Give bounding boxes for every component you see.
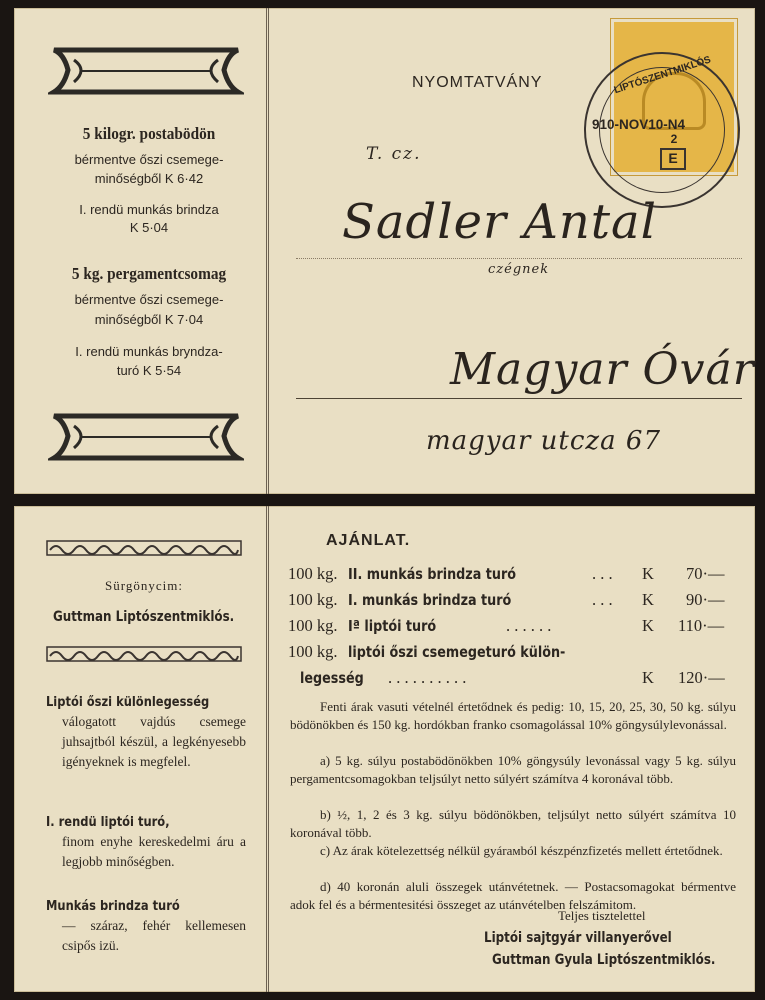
price-list <box>288 564 738 694</box>
city-name: Magyar Óvár <box>450 344 755 395</box>
wave-ornament-top-icon <box>46 540 242 556</box>
price-item: legesség <box>300 669 364 687</box>
price-qty: 100 kg. <box>288 642 338 661</box>
postmark-letter: E <box>660 148 686 170</box>
signature-line-2-wrap <box>492 949 755 968</box>
price-value: 90·— <box>686 590 725 609</box>
telegram-wrap <box>34 606 254 625</box>
terms-d: d) 40 koronán aluli összegek utánvétetnek. — Postacsomagokat bérmentve adok fel és a bérmentesitési összeget az utánvételben felszámitom. <box>290 879 736 912</box>
price-k: K <box>642 564 654 583</box>
front-divider <box>266 8 269 494</box>
signature-line-2: Guttman Gyula Liptószentmiklós. <box>492 952 716 968</box>
ad2-title: 5 kg. pergamentcsomag <box>71 264 227 283</box>
telegram-address: Guttman Liptószentmiklós. <box>53 609 235 625</box>
price-qty: 100 kg. <box>288 564 338 583</box>
back-divider <box>266 506 269 992</box>
signature-line-1: Liptói sajtgyár villanyerővel <box>484 930 672 946</box>
postmark-num: 2 <box>670 132 678 146</box>
price-dots: . . . <box>592 590 613 609</box>
ad1-line1: bérmentve őszi csemege- <box>74 152 224 167</box>
ad1-line4: K 5·04 <box>129 220 169 235</box>
ad1-title: 5 kilogr. postabödön <box>82 124 216 143</box>
ad2-line4: turó K 5·54 <box>116 363 182 378</box>
price-value: 120·— <box>678 668 725 687</box>
terms-c: c) Az árak kötelezettség nélkül gyárамból készpénzfizetés mellett értetődnek. <box>320 843 723 858</box>
ad2-line1: bérmentve őszi csemege- <box>74 292 224 307</box>
p3-body: — száraz, fehér kellemesen csipős izü. <box>62 918 246 953</box>
paragraph-brindza <box>46 896 246 956</box>
street-address: magyar utcza 67 <box>426 426 661 456</box>
address-line-1 <box>296 258 742 259</box>
price-row-5 <box>288 668 738 694</box>
ornament-top-icon <box>48 44 244 98</box>
postcard-front <box>14 8 755 494</box>
terms-a: a) 5 kg. súlyu postabödönökben 10% göngysúly levonással vagy 5 kg. súlyu pergamentcsomagokban teljsúlyt netto súlyért számítva 4 koronával több. <box>290 753 736 786</box>
price-item: Iª liptói turó <box>347 617 436 635</box>
price-item: liptói őszi csemegeturó külön- <box>347 643 565 661</box>
signature-line-1-wrap <box>484 927 705 946</box>
salutation: T. cz. <box>366 144 422 164</box>
price-dots: . . . . . . . . . . <box>388 668 467 687</box>
closing: Teljes tisztelettel <box>558 908 646 923</box>
czegnek-label: czégnek <box>488 262 550 277</box>
postmark-date: 910-NOV10-N4 <box>592 117 686 132</box>
price-qty: 100 kg. <box>288 616 338 635</box>
p1-head: Liptói őszi különlegesség <box>46 694 210 710</box>
price-row-3 <box>288 616 738 642</box>
price-row-4 <box>288 642 738 668</box>
price-dots: . . . . . . <box>506 616 552 635</box>
surgonycim-label: Sürgönycim: <box>105 578 183 593</box>
price-item: I. munkás brindza turó <box>347 591 511 609</box>
price-qty: 100 kg. <box>288 590 338 609</box>
price-k: K <box>642 590 654 609</box>
ad1-line3: I. rendü munkás brindza <box>79 202 219 217</box>
price-row-2 <box>288 590 738 616</box>
terms-b: b) ½, 1, 2 és 3 kg. súlyu bödönökben, teljsúlyt netto súlyért számítva 10 koronával több. <box>290 807 736 840</box>
paragraph-specialty <box>46 692 246 772</box>
addressee-name: Sadler Antal <box>342 194 658 250</box>
ad2-line3: I. rendü munkás bryndza- <box>75 344 223 359</box>
price-k: K <box>642 616 654 635</box>
price-dots: . . . <box>592 564 613 583</box>
wave-ornament-bottom-icon <box>46 646 242 662</box>
price-value: 110·— <box>678 616 725 635</box>
ad2-line2: minőségből K 7·04 <box>94 312 204 327</box>
ad1-line2: minőségből K 6·42 <box>94 171 204 186</box>
p1-body: válogatott vajdús csemege juhsajtból készül, a legkényesebb igényeknek is megfelel. <box>62 714 246 769</box>
postcard-back <box>14 506 755 992</box>
p3-head: Munkás brindza turó <box>46 898 180 914</box>
nyomtatvany-label: NYOMTATVÁNY <box>412 74 543 91</box>
postmark-town: LIPTÓSZENTMIKLÓS <box>612 54 713 97</box>
p2-head: I. rendü liptói turó, <box>46 814 170 830</box>
p2-body: finom enyhe kereskedelmi áru a legjobb minőségben. <box>62 834 246 869</box>
terms-intro: Fenti árak vasuti vételnél értetődnek és pedig: 10, 15, 20, 25, 30, 50 kg. súlyu bödönökben és 150 kg. hordókban franko csomagolással 10% göngysúlylevonással. <box>290 699 736 732</box>
paragraph-liptoi <box>46 812 246 872</box>
address-line-2 <box>296 398 742 399</box>
price-value: 70·— <box>686 564 725 583</box>
offer-title: AJÁNLAT. <box>326 532 411 549</box>
ornament-bottom-icon <box>48 410 244 464</box>
price-row-1 <box>288 564 738 590</box>
price-item: II. munkás brindza turó <box>347 565 516 583</box>
price-k: K <box>642 668 654 687</box>
